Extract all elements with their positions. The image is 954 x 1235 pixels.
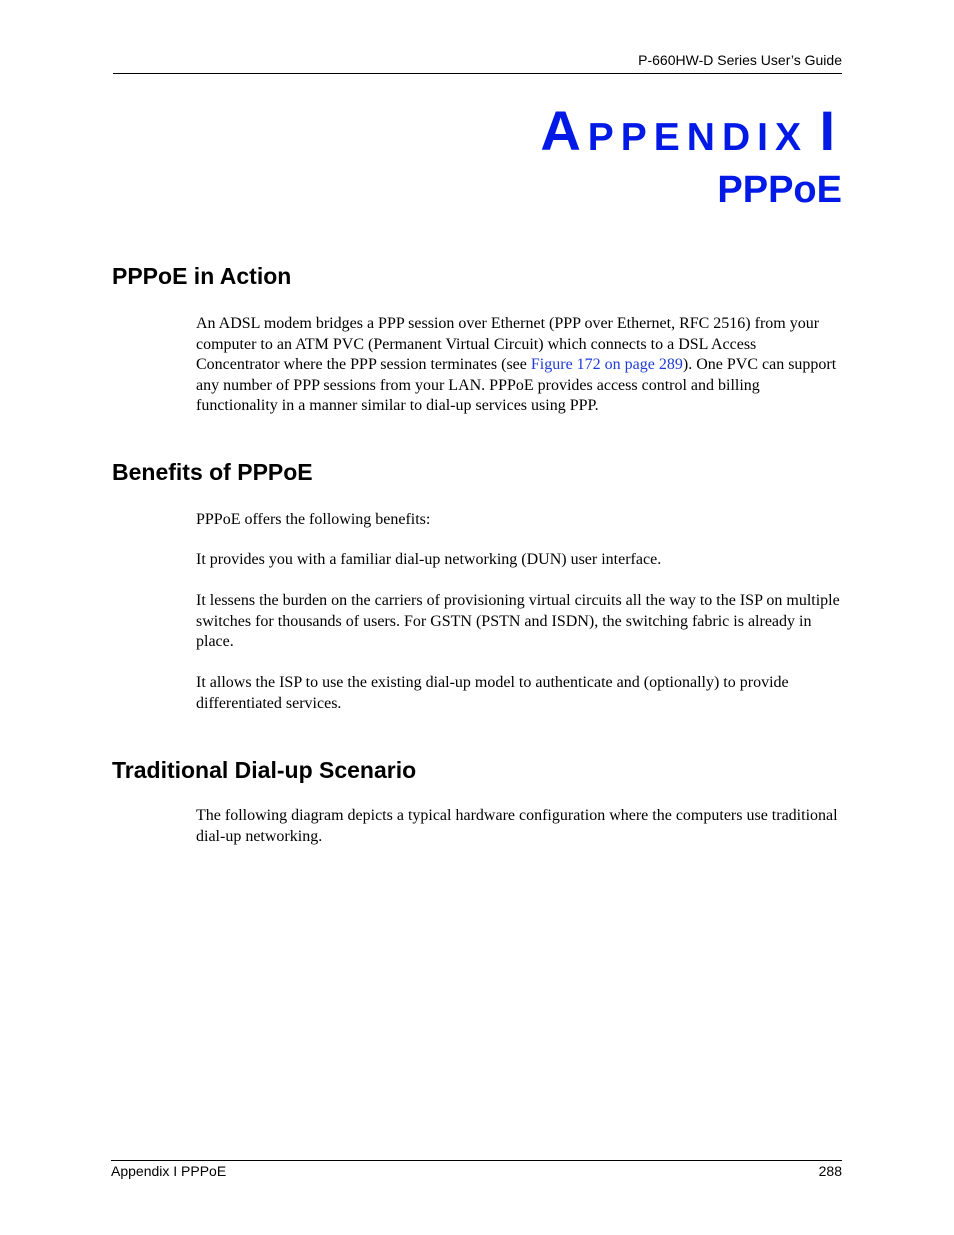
paragraph-traditional-dialup: The following diagram depicts a typical hardware configuration where the computers use traditional dial-up networking.	[196, 807, 838, 845]
footer-chapter-label: Appendix I PPPoE	[111, 1163, 227, 1179]
header-divider	[113, 73, 842, 74]
paragraph-benefits-intro: PPPoE offers the following benefits:	[196, 511, 431, 528]
paragraph-benefit-carriers: It lessens the burden on the carriers of provisioning virtual circuits all the way to the ISP on multiple switches for thousands of users. For GSTN (PSTN and ISDN), the switching fabric is already in place.	[196, 592, 840, 650]
footer-divider	[111, 1160, 842, 1161]
paragraph-benefit-dun: It provides you with a familiar dial-up networking (DUN) user interface.	[196, 551, 662, 568]
paragraph-benefit-isp: It allows the ISP to use the existing dial-up model to authenticate and (optionally) to provide differentiated services.	[196, 674, 789, 712]
figure-link[interactable]: Figure 172 on page 289	[530, 356, 683, 373]
section-heading-traditional-dialup: Traditional Dial-up Scenario	[112, 757, 417, 783]
footer-page-number: 288	[818, 1163, 842, 1179]
section-heading-benefits: Benefits of PPPoE	[112, 459, 313, 485]
appendix-title-letter: I	[819, 99, 842, 162]
paragraph-pppoe-in-action	[196, 314, 841, 417]
paragraph-text: ). One PVC can support any number of PPP sessions from your LAN. PPPoE provides access control and billing functionality in a manner similar to dial-up services using PPP.	[196, 356, 837, 414]
paragraph-text: An ADSL modem bridges a PPP session over Ethernet (PPP over Ethernet, RFC 2516) from your computer to an ATM PVC (Permanent Virtual Circuit) which connects to a DSL Access Concentrator where the PPP session terminates (see	[196, 315, 820, 373]
appendix-title-initial: A	[540, 99, 588, 162]
appendix-title-rest: PPENDIX	[587, 116, 808, 159]
section-heading-pppoe-in-action: PPPoE in Action	[112, 263, 292, 289]
running-header: P-660HW-D Series User’s Guide	[638, 52, 842, 68]
chapter-name: PPPoE	[717, 169, 842, 211]
